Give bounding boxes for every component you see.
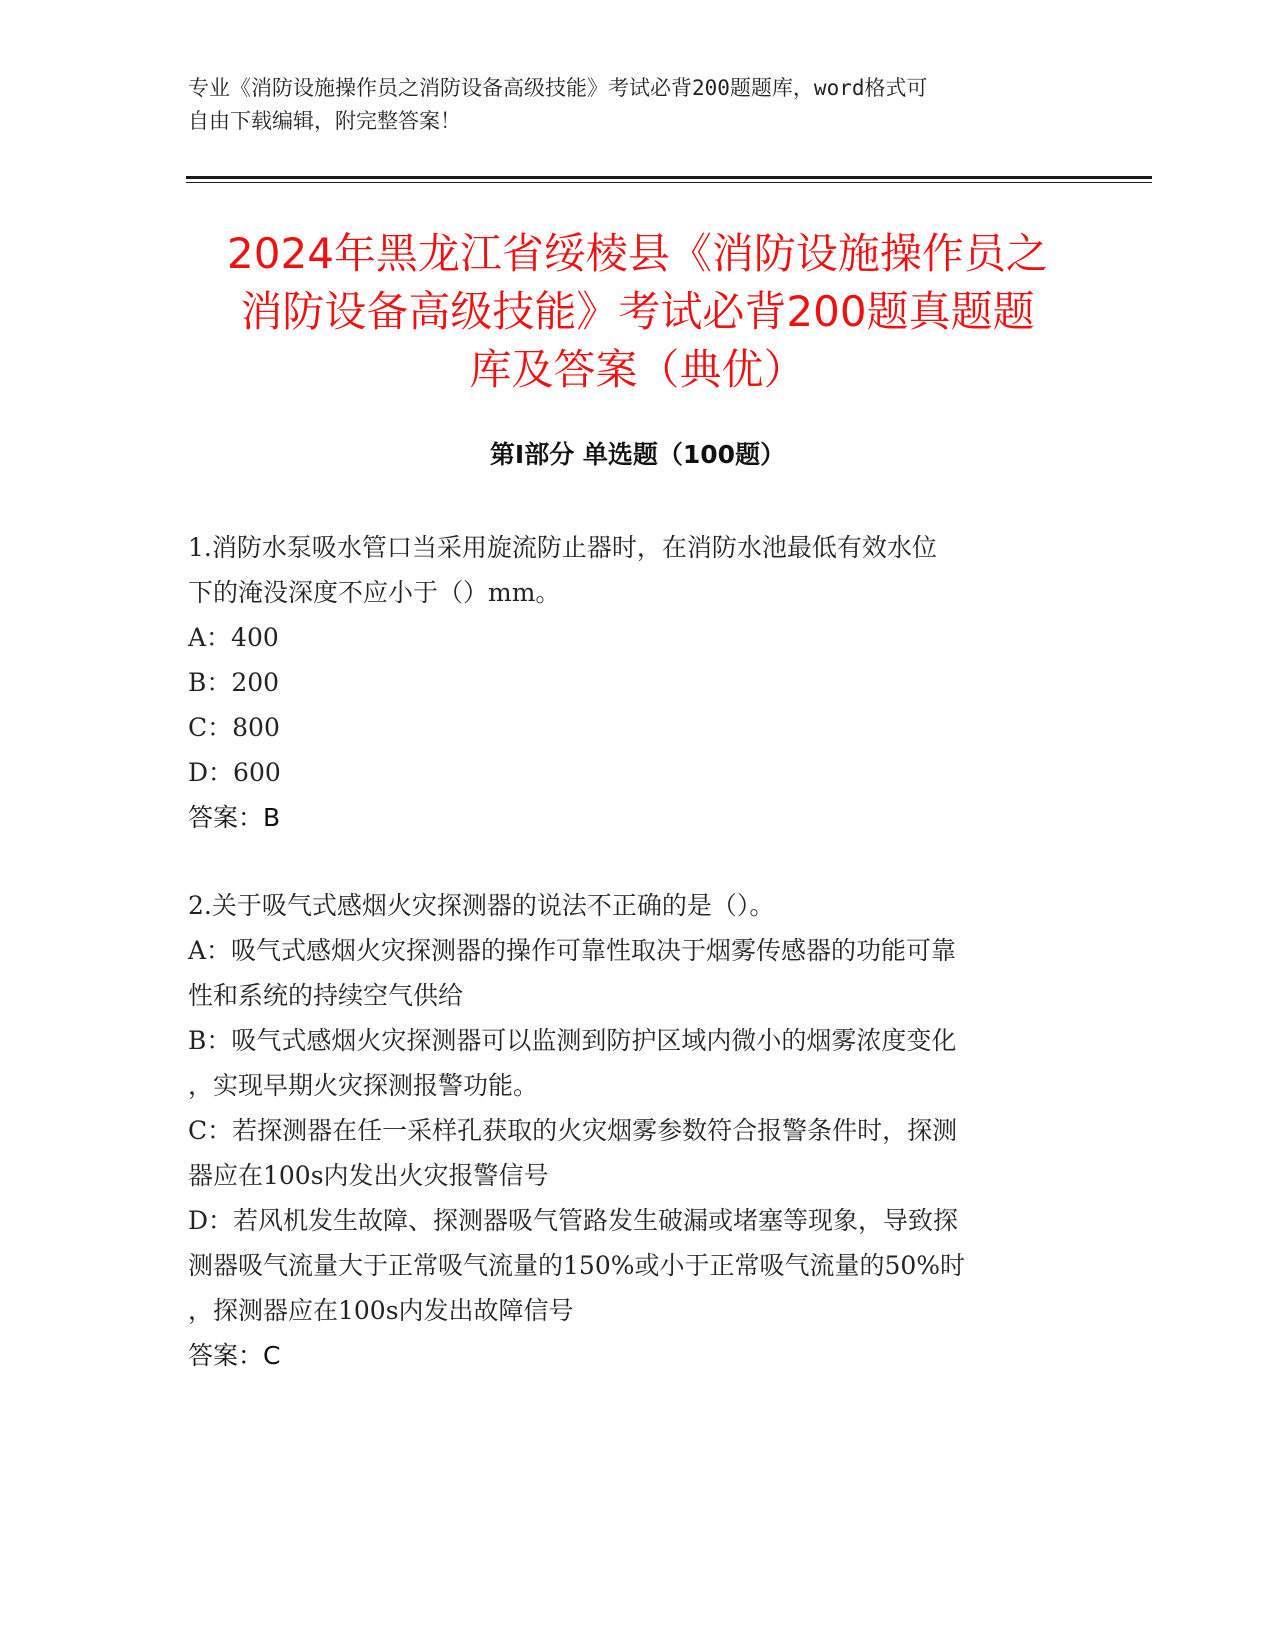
answer-label: 答案：B [188,803,281,832]
option-b: B：200 [188,668,280,697]
option-a: A：吸气式感烟火灾探测器的操作可靠性取决于烟雾传感器的功能可靠 [188,936,957,965]
option-b-cont: ，实现早期火灾探测报警功能。 [188,1071,539,1100]
answer-label: 答案：C [188,1341,281,1370]
option-b: B：吸气式感烟火灾探测器可以监测到防护区域内微小的烟雾浓度变化 [188,1026,957,1055]
title-line: 消防设备高级技能》考试必背200题真题题 [240,287,1035,336]
header-note-line: 专业《消防设施操作员之消防设备高级技能》考试必背200题题库，word格式可 [188,76,928,100]
header-note [188,72,1088,138]
title-line: 2024年黑龙江省绥棱县《消防设施操作员之 [227,229,1048,278]
header-note-line: 自由下载编辑，附完整答案！ [188,109,461,133]
option-c: C：若探测器在任一采样孔获取的火灾烟雾参数符合报警条件时，探测 [188,1116,958,1145]
option-d: D：600 [188,758,281,787]
question-stem: 下的淹没深度不应小于（）mm。 [188,578,561,607]
question-stem: 2.关于吸气式感烟火灾探测器的说法不正确的是（）。 [188,891,775,920]
option-d-cont: 测器吸气流量大于正常吸气流量的150%或小于正常吸气流量的50%时 [188,1251,966,1280]
option-a: A：400 [188,623,279,652]
question-item [188,525,1088,840]
document-title [130,225,1145,399]
section-heading: 第I部分 单选题（100题） [489,440,786,469]
option-d-cont: ，探测器应在100s内发出故障信号 [188,1296,574,1325]
option-a-cont: 性和系统的持续空气供给 [188,981,464,1010]
title-line: 库及答案（典优） [469,345,806,394]
header-divider-thin [186,182,1152,183]
question-stem: 1.消防水泵吸水管口当采用旋流防止器时，在消防水池最低有效水位 [188,533,937,562]
question-item [188,883,1088,1378]
option-c-cont: 器应在100s内发出火灾报警信号 [188,1161,549,1190]
header-divider [186,176,1152,179]
option-d: D：若风机发生故障、探测器吸气管路发生破漏或堵塞等现象，导致探 [188,1206,959,1235]
option-c: C：800 [188,713,280,742]
question-list [188,525,1088,1421]
